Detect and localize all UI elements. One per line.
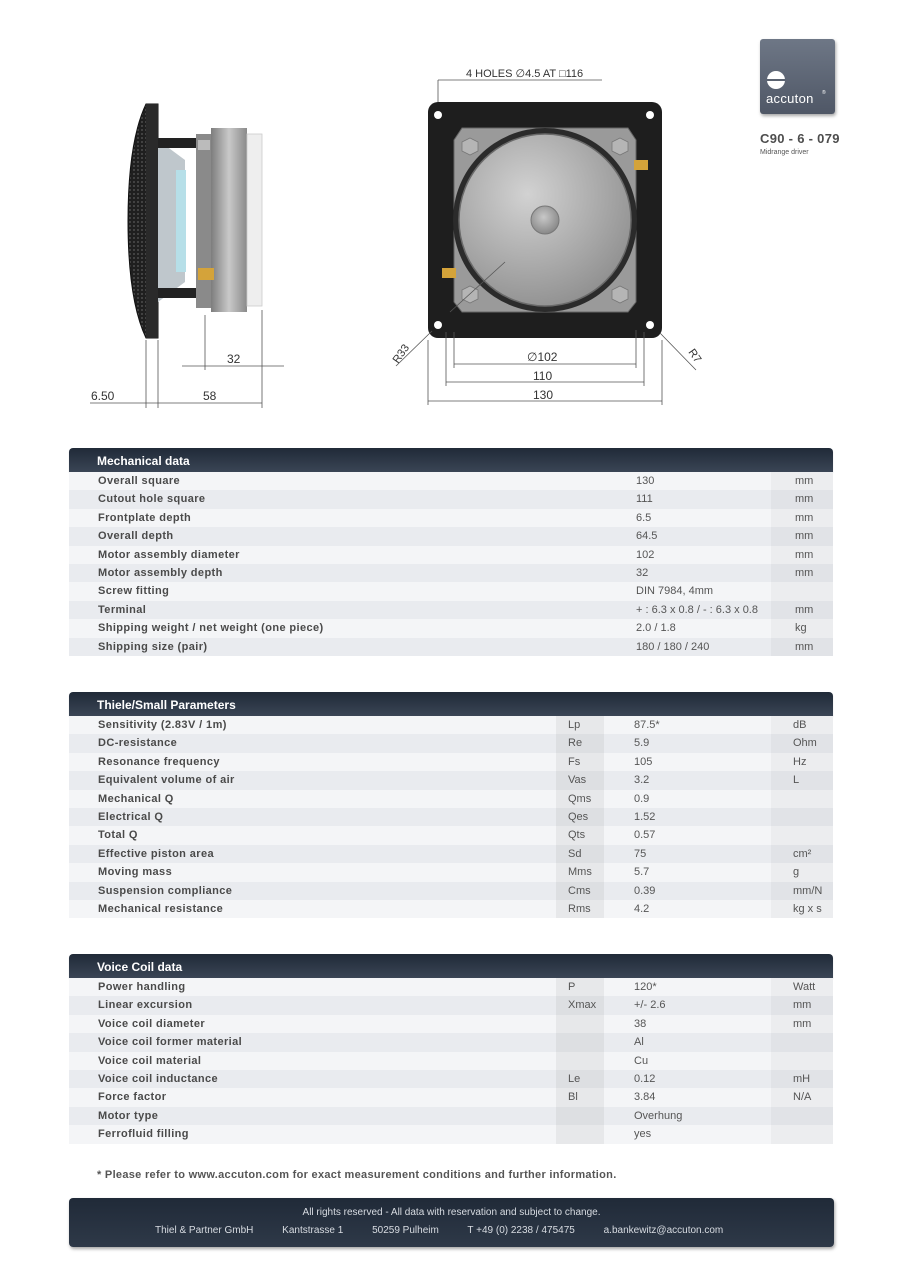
table-row <box>69 1125 833 1143</box>
table-row <box>69 882 833 900</box>
footer-email: a.bankewitz@accuton.com <box>603 1225 724 1236</box>
table-row <box>69 564 833 582</box>
row-label: Force factor <box>98 1091 167 1104</box>
row-value: + : 6.3 x 0.8 / - : 6.3 x 0.8 <box>636 603 758 616</box>
table-row <box>69 490 833 508</box>
table-row <box>69 845 833 863</box>
footnote: * Please refer to www.accuton.com for exact measurement conditions and further information. <box>97 1169 617 1181</box>
table-row <box>69 826 833 844</box>
row-symbol: Rms <box>568 902 591 915</box>
row-unit: g <box>793 866 800 879</box>
table-row <box>69 900 833 918</box>
table-row <box>69 509 833 527</box>
table-row <box>69 996 833 1014</box>
dim-130: 130 <box>533 388 554 402</box>
accuton-logo <box>760 39 835 114</box>
row-value: 120* <box>634 981 657 993</box>
mechanical-data-table <box>69 448 833 656</box>
row-label: Motor type <box>98 1109 159 1122</box>
mechanical-data-header: Mechanical data <box>69 448 833 472</box>
row-label: Shipping size (pair) <box>98 640 208 653</box>
row-value: +/- 2.6 <box>634 999 666 1012</box>
row-value: 0.39 <box>634 884 656 897</box>
row-label: Power handling <box>98 981 186 993</box>
dim-58: 58 <box>203 389 217 403</box>
footer-city: 50259 Pulheim <box>372 1225 439 1236</box>
row-value: 3.84 <box>634 1091 656 1104</box>
row-value: 111 <box>636 493 653 506</box>
table-row <box>69 753 833 771</box>
row-unit: mm <box>795 511 814 524</box>
table-row <box>69 619 833 637</box>
row-symbol: Le <box>568 1072 581 1085</box>
row-unit: mm <box>795 475 814 487</box>
row-label: Moving mass <box>98 866 173 879</box>
row-label: Linear excursion <box>98 999 193 1012</box>
voice-coil-header: Voice Coil data <box>69 954 833 978</box>
row-label: Voice coil former material <box>98 1036 243 1049</box>
table-row <box>69 771 833 789</box>
table-row <box>69 546 833 564</box>
row-value: 180 / 180 / 240 <box>636 640 710 653</box>
row-label: Suspension compliance <box>98 884 233 897</box>
row-label: Ferrofluid filling <box>98 1128 189 1141</box>
row-symbol: Lp <box>568 719 581 731</box>
dim-r7: R7 <box>685 346 704 366</box>
model-number: C90 - 6 - 079 <box>760 131 840 146</box>
row-unit: mm <box>795 530 814 543</box>
row-label: Effective piston area <box>98 847 214 860</box>
row-unit: mm <box>795 566 814 579</box>
row-value: Cu <box>634 1054 649 1067</box>
row-unit: N/A <box>793 1091 812 1104</box>
row-value: 0.9 <box>634 792 650 805</box>
logo-registered: ® <box>822 90 826 96</box>
row-value: 64.5 <box>636 530 658 543</box>
table-row <box>69 863 833 881</box>
row-label: Motor assembly depth <box>98 566 223 579</box>
row-value: 0.12 <box>634 1072 656 1085</box>
row-label: Mechanical Q <box>98 792 174 805</box>
row-label: Screw fitting <box>98 585 170 598</box>
row-unit: mm <box>793 1017 812 1030</box>
row-value: 5.7 <box>634 866 650 879</box>
row-unit: Hz <box>793 755 807 768</box>
row-symbol: Qes <box>568 810 589 823</box>
table-row <box>69 582 833 600</box>
footer-contact <box>155 1225 749 1236</box>
row-symbol: Re <box>568 737 583 750</box>
row-symbol: Bl <box>568 1091 578 1104</box>
table-row <box>69 808 833 826</box>
row-unit: mm <box>795 640 814 653</box>
row-symbol: Mms <box>568 866 592 879</box>
row-label: DC-resistance <box>98 737 178 750</box>
row-value: 38 <box>634 1017 647 1030</box>
table-row <box>69 1052 833 1070</box>
footer-rights: All rights reserved - All data with reservation and subject to change. <box>302 1207 601 1218</box>
table-row <box>69 638 833 656</box>
product-subtitle: Midrange driver <box>760 149 809 156</box>
footer-company: Thiel & Partner GmbH <box>155 1225 254 1236</box>
table-row <box>69 978 833 996</box>
table-row <box>69 1033 833 1051</box>
row-value: Overhung <box>634 1109 683 1122</box>
thiele-small-header: Thiele/Small Parameters <box>69 692 833 716</box>
dim-110: 110 <box>533 369 553 383</box>
row-symbol: Qms <box>568 792 592 805</box>
row-unit: kg x s <box>793 902 822 915</box>
table-row <box>69 1107 833 1125</box>
row-label: Electrical Q <box>98 810 164 823</box>
row-unit: L <box>793 774 800 787</box>
table-row <box>69 1070 833 1088</box>
row-label: Voice coil material <box>98 1054 202 1067</box>
row-label: Voice coil inductance <box>98 1072 219 1085</box>
row-label: Voice coil diameter <box>98 1017 206 1030</box>
row-value: 2.0 / 1.8 <box>636 622 676 635</box>
row-symbol: Xmax <box>568 999 597 1012</box>
row-label: Overall depth <box>98 530 174 543</box>
row-label: Sensitivity (2.83V / 1m) <box>98 719 227 731</box>
row-label: Terminal <box>98 603 147 616</box>
row-symbol: Fs <box>568 755 581 768</box>
row-symbol: Qts <box>568 829 586 842</box>
row-unit: dB <box>793 719 807 731</box>
row-label: Overall square <box>98 475 181 487</box>
holes-label: 4 HOLES ∅4.5 AT □116 <box>466 68 584 80</box>
table-row <box>69 1015 833 1033</box>
row-label: Mechanical resistance <box>98 902 224 915</box>
row-value: 130 <box>636 475 655 487</box>
row-unit: Ohm <box>793 737 817 750</box>
table-row <box>69 716 833 734</box>
footer-phone: T +49 (0) 2238 / 475475 <box>467 1225 575 1236</box>
row-value: 4.2 <box>634 902 650 915</box>
row-label: Resonance frequency <box>98 755 220 768</box>
row-value: Al <box>634 1036 644 1049</box>
row-symbol: P <box>568 981 576 993</box>
row-unit: mH <box>793 1072 811 1085</box>
row-value: 87.5* <box>634 719 660 731</box>
row-value: 5.9 <box>634 737 650 750</box>
row-label: Cutout hole square <box>98 493 206 506</box>
table-row <box>69 472 833 490</box>
row-symbol: Vas <box>568 774 587 787</box>
row-label: Motor assembly diameter <box>98 548 240 561</box>
row-unit: mm <box>795 493 814 506</box>
row-label: Shipping weight / net weight (one piece) <box>98 622 324 635</box>
row-unit: mm <box>795 603 814 616</box>
footer-street: Kantstrasse 1 <box>282 1225 344 1236</box>
row-label: Total Q <box>98 829 138 842</box>
dim-r33: R33 <box>390 342 413 366</box>
table-row <box>69 601 833 619</box>
row-value: 102 <box>636 548 655 561</box>
dim-650: 6.50 <box>91 389 115 403</box>
row-value: yes <box>634 1128 652 1141</box>
row-value: DIN 7984, 4mm <box>636 585 714 598</box>
row-unit: kg <box>795 622 807 635</box>
row-label: Equivalent volume of air <box>98 774 235 787</box>
row-value: 1.52 <box>634 810 656 823</box>
table-row <box>69 527 833 545</box>
dim-32: 32 <box>227 352 241 366</box>
row-value: 3.2 <box>634 774 650 787</box>
row-symbol: Sd <box>568 847 582 860</box>
thiele-small-table <box>69 692 833 918</box>
footer <box>69 1198 834 1247</box>
table-row <box>69 790 833 808</box>
row-label: Frontplate depth <box>98 511 192 524</box>
logo-mark-icon <box>767 71 785 89</box>
row-unit: mm <box>795 548 814 561</box>
row-unit: cm² <box>793 847 812 860</box>
side-view-drawing <box>90 104 284 408</box>
row-value: 0.57 <box>634 829 656 842</box>
row-unit: Watt <box>793 981 816 993</box>
row-value: 75 <box>634 847 647 860</box>
table-row <box>69 1088 833 1106</box>
voice-coil-table <box>69 954 833 1144</box>
row-value: 105 <box>634 755 653 768</box>
row-value: 32 <box>636 566 649 579</box>
row-symbol: Cms <box>568 884 591 897</box>
row-unit: mm <box>793 999 812 1012</box>
row-unit: mm/N <box>793 884 823 897</box>
table-row <box>69 734 833 752</box>
row-value: 6.5 <box>636 511 652 524</box>
dim-102: ∅102 <box>527 350 558 364</box>
logo-word: accuton <box>766 91 814 106</box>
